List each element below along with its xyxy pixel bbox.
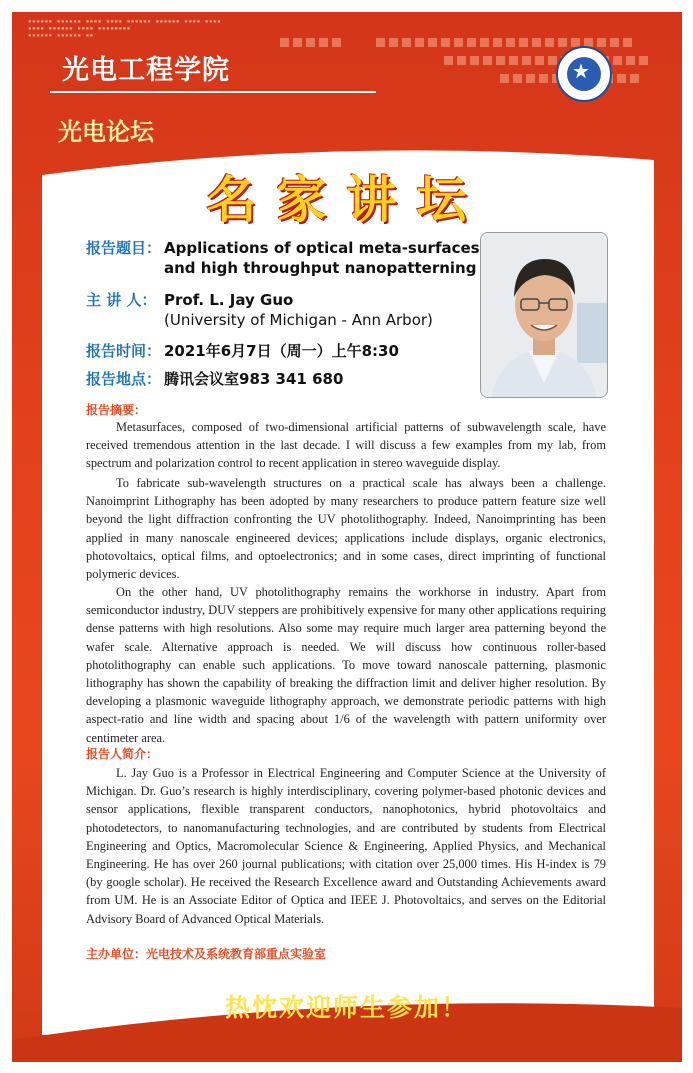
time-value: 2021年6月7日（周一）上午8:30 [164,342,399,360]
abstract-paragraph-2: To fabricate sub-wavelength structures on a practical scale has always been a challenge. Nanoimprint Lithography has been adopted by many researchers to produce pattern feature size well beyond the light diffraction confronting the UV photolithography. Indeed, Nanoimprinting has been applied in many nanoscale engineered devices; applications include displays, organic electronics, photovoltaics, optical films, and optoelectronics; and in some cases, direct imprinting of functional polymeric devices. [86,476,606,582]
speaker-photo [480,232,608,398]
place-value: 腾讯会议室983 341 680 [164,370,344,388]
university-logo [556,46,612,102]
bio-paragraph: L. Jay Guo is a Professor in Electrical Engineering and Computer Science at the University of Michigan. Dr. Guo’s research is highly interdisciplinary, covering polymer-based photonic devices and sensor applications, flexible transparent conductors, nanophotonics, hybrid photovoltaics and photodetectors, to nanomanufacturing technologies, and are contributed by students from Electrical Engineering and Optics, Macromolecular Science & Engineering, Applied Physics, and Mechanical Engineering. He has over 260 journal publications; with citation over 25,000 times. His H-index is 79 (by google scholar). He received the Research Excellence award and Outstanding Achievements award from UM. He is an Associate Editor of Optica and IEEE J. Photovoltaics, and serves on the Editorial Advisory Board of Advanced Optical Materials. [86,766,606,926]
abstract-paragraph-1: Metasurfaces, composed of two-dimensional artificial patterns of subwavelength scale, have received tremendous attention in the last decade. I will discuss a few examples from my lab, from spectrum and polarization control to recent application in stereo waveguide display. [86,420,606,471]
header-divider [50,91,376,93]
speaker-name: Prof. L. Jay Guo [164,291,294,309]
welcome-message: 热忱欢迎师生参加！ [224,993,468,1022]
talk-place [86,369,343,389]
banner-title: 名家讲坛 [206,170,487,229]
time-label: 报告时间： [86,342,162,360]
decorative-squares [280,38,341,47]
college-name: 光电工程学院 [62,55,230,86]
title-line-2: and high throughput nanopatterning [164,259,477,277]
place-label: 报告地点： [86,370,162,388]
speaker-affiliation: (University of Michigan - Ann Arbor) [164,311,433,329]
speaker [86,290,433,330]
bio-heading: 报告人简介： [86,747,159,761]
abstract-heading: 报告摘要： [86,403,147,417]
decorative-squares [376,38,632,47]
abstract-paragraph-3: On the other hand, UV photolithography remains the workhorse in industry. Apart from semiconductor industry, DUV steppers are prohibitively expensive for many other applications requiring dense patterns with high resolutions. Also some may require much larger area patterning beyond the wafer scale. Alternative approach is needed. We will discuss how continuous roller-based photolithography can enable such applications. To move toward nanoscale patterning, plasmonic lithography has shown the capability of breaking the diffraction limit and deliver higher resolution. By developing a plasmonic waveguide lithography approach, we demonstrate periodic patterns with high aspect-ratio and line width and spacing about 1/6 of the wavelength with pattern uniformity over centimeter area. [86,585,606,745]
talk-title [86,238,480,278]
decorative-squares [444,56,648,65]
host-organization: 主办单位：光电技术及系统教育部重点实验室 [86,947,327,961]
decorative-dot-pattern: ▪▪▪▪▪▪ ▪▪▪▪▪▪ ▪▪▪▪ ▪▪▪▪ ▪▪▪▪▪▪ ▪▪▪▪▪▪ ▪▪▪▪ ▪▪▪▪ ▪▪▪▪ ▪▪▪▪▪▪ ▪▪▪▪ ▪▪▪▪▪▪▪▪ ▪▪▪▪▪▪ ▪▪▪▪▪▪ ▪▪ [28,18,222,39]
title-label: 报告题目： [86,239,162,257]
title-line-1: Applications of optical meta-surfaces [164,239,480,257]
speaker-label: 主 讲 人： [86,291,157,309]
logo-emblem-icon: ★ [572,59,590,83]
talk-time [86,341,399,361]
forum-name: 光电论坛 [58,117,154,146]
